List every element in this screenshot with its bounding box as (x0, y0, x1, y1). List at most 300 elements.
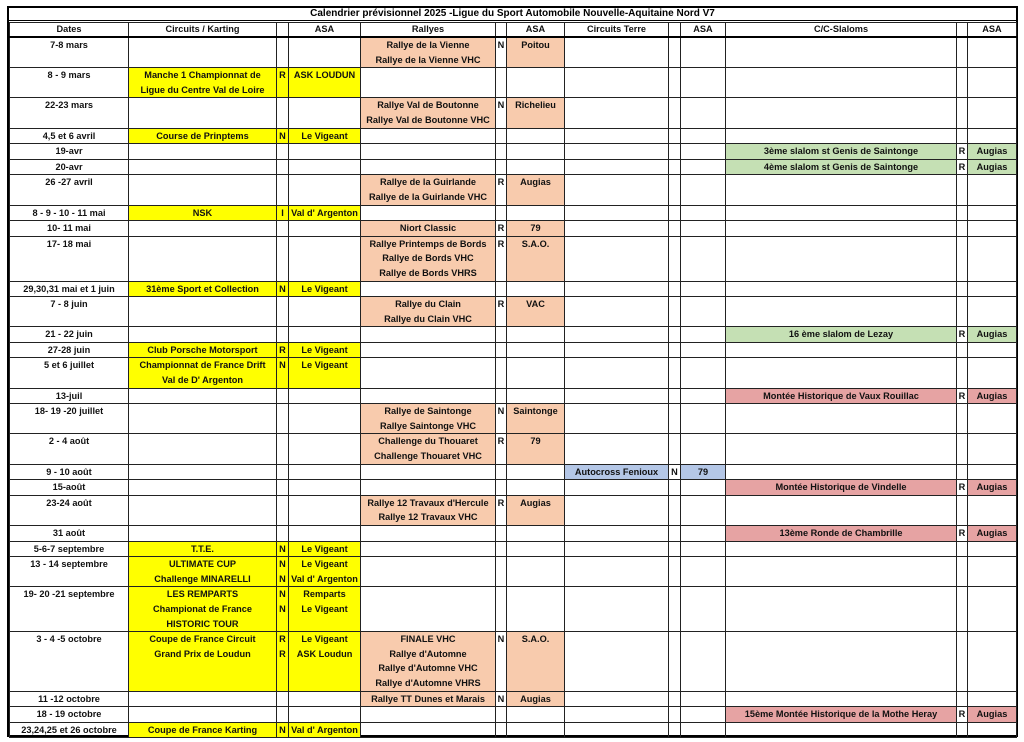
circuit-asa-cell (289, 297, 361, 327)
rallye-category: N (497, 634, 505, 645)
header-circuits: Circuits / Karting (129, 23, 277, 38)
circuit-asa-line: Le Vigeant (301, 603, 348, 614)
rallye-asa-line: Augias (520, 497, 551, 508)
circuit-event-cell (129, 159, 277, 175)
rallye-event-cell (361, 526, 496, 542)
terre-category-cell (669, 358, 681, 388)
date-line: 7-8 mars (50, 40, 88, 50)
date-line: 15-août (52, 482, 86, 493)
date-cell (10, 128, 129, 144)
terre-event-cell (565, 221, 669, 237)
circuit-asa-line: Le Vigeant (301, 634, 348, 645)
circuit-event-line: Club Porsche Motorsport (147, 344, 258, 355)
circuit-category-cell (277, 526, 289, 542)
date-cell (10, 236, 129, 281)
terre-category-cell (669, 722, 681, 738)
date-line: 21 - 22 juin (45, 329, 93, 340)
slalom-asa-cell (968, 495, 1017, 525)
circuit-asa-cell (289, 68, 361, 98)
rallye-category-cell (496, 297, 507, 327)
rallye-event-cell (361, 205, 496, 221)
slalom-asa-line: Augias (976, 482, 1008, 493)
circuit-event-cell (129, 541, 277, 557)
terre-category-cell (669, 541, 681, 557)
slalom-category-cell (957, 495, 968, 525)
terre-category-cell (669, 526, 681, 542)
header-terre-asa: ASA (681, 23, 726, 38)
slalom-category-cell (957, 342, 968, 358)
rallye-event-cell (361, 221, 496, 237)
rallye-asa-line: Augias (520, 177, 551, 188)
slalom-category-cell (957, 297, 968, 327)
date-cell (10, 221, 129, 237)
rallye-category-cell (496, 480, 507, 496)
circuit-category-cell (277, 205, 289, 221)
date-line: 19-avr (55, 146, 83, 157)
terre-asa-cell (681, 236, 726, 281)
slalom-category-cell (957, 707, 968, 723)
header-circuits-asa: ASA (289, 23, 361, 38)
table-row (10, 221, 1017, 237)
date-cell (10, 358, 129, 388)
slalom-asa-cell (968, 342, 1017, 358)
slalom-event-line: 4ème slalom st Genis de Saintonge (763, 161, 919, 172)
rallye-asa-line: 79 (530, 436, 541, 447)
calendar-table (9, 22, 1017, 738)
circuit-category: N (279, 360, 286, 371)
slalom-event-line: Montée Historique de Vaux Rouillac (763, 390, 919, 401)
terre-asa-cell (681, 722, 726, 738)
rallye-asa-cell (507, 159, 565, 175)
date-line: 2 - 4 août (48, 436, 90, 447)
rallye-category-cell (496, 587, 507, 632)
slalom-asa-cell (968, 404, 1017, 434)
slalom-event-cell (726, 495, 957, 525)
table-row (10, 541, 1017, 557)
terre-asa-cell (681, 205, 726, 221)
rallye-event-cell (361, 358, 496, 388)
terre-category-cell (669, 388, 681, 404)
rallye-category-cell (496, 464, 507, 480)
rallye-category: N (497, 40, 505, 50)
slalom-category: R (958, 528, 966, 538)
rallye-asa-cell (507, 68, 565, 98)
circuit-event-line: Championnat de France Drift (139, 360, 266, 371)
circuit-asa-cell (289, 128, 361, 144)
rallye-event-cell (361, 691, 496, 707)
slalom-event-cell (726, 128, 957, 144)
date-line: 4,5 et 6 avril (42, 130, 96, 141)
table-row (10, 526, 1017, 542)
slalom-category-cell (957, 404, 968, 434)
rallye-event-line: Rallye Val de Boutonne (377, 100, 479, 111)
terre-asa-cell (681, 404, 726, 434)
circuit-category-cell (277, 691, 289, 707)
terre-event-cell (565, 526, 669, 542)
table-row (10, 281, 1017, 297)
table-row (10, 159, 1017, 175)
rallye-asa-line: S.A.O. (521, 238, 550, 249)
date-cell (10, 388, 129, 404)
circuit-category: R (279, 634, 286, 645)
terre-asa-cell (681, 342, 726, 358)
slalom-category-cell (957, 144, 968, 160)
slalom-asa-cell (968, 691, 1017, 707)
slalom-event-cell (726, 297, 957, 327)
slalom-event-cell (726, 587, 957, 632)
date-line: 26 -27 avril (45, 177, 93, 188)
rallye-category-cell (496, 327, 507, 343)
slalom-asa-cell (968, 541, 1017, 557)
circuit-event-cell (129, 221, 277, 237)
rallye-asa-line: Richelieu (515, 100, 556, 111)
terre-asa-cell (681, 388, 726, 404)
slalom-category-cell (957, 557, 968, 587)
terre-event-cell (565, 327, 669, 343)
date-line: 31 août (52, 528, 86, 538)
rallye-category-cell (496, 281, 507, 297)
date-line: 27-28 juin (47, 344, 91, 355)
rallye-category-cell (496, 707, 507, 723)
circuit-category-cell (277, 342, 289, 358)
rallye-asa-cell (507, 707, 565, 723)
slalom-asa-cell (968, 68, 1017, 98)
terre-category-cell (669, 159, 681, 175)
circuit-category-cell (277, 159, 289, 175)
terre-asa-cell (681, 128, 726, 144)
terre-event-cell (565, 128, 669, 144)
terre-category-cell (669, 587, 681, 632)
slalom-event-cell (726, 557, 957, 587)
rallye-category-cell (496, 404, 507, 434)
circuit-event-cell (129, 722, 277, 738)
rallye-asa-cell (507, 691, 565, 707)
terre-asa-cell (681, 587, 726, 632)
circuit-category-cell (277, 327, 289, 343)
slalom-event-cell (726, 632, 957, 691)
header-rallyes-cat (496, 23, 507, 38)
table-row (10, 358, 1017, 388)
rallye-category-cell (496, 632, 507, 691)
date-cell (10, 480, 129, 496)
circuit-category: N (279, 603, 286, 614)
date-cell (10, 557, 129, 587)
circuit-event-cell (129, 236, 277, 281)
table-row (10, 587, 1017, 632)
slalom-category-cell (957, 327, 968, 343)
slalom-event-cell (726, 221, 957, 237)
rallye-category-cell (496, 541, 507, 557)
slalom-asa-line: Augias (976, 709, 1008, 720)
rallye-asa-cell (507, 297, 565, 327)
rallye-event-cell (361, 342, 496, 358)
circuit-category-cell (277, 37, 289, 68)
rallye-event-cell (361, 98, 496, 128)
date-cell (10, 464, 129, 480)
circuit-category-cell (277, 144, 289, 160)
rallye-event-cell (361, 404, 496, 434)
circuit-asa-line: ASK Loudun (296, 648, 353, 659)
slalom-event-line: 16 ème slalom de Lezay (788, 329, 894, 340)
circuit-event-cell (129, 526, 277, 542)
table-row (10, 175, 1017, 205)
date-cell (10, 175, 129, 205)
rallye-category: R (497, 436, 505, 447)
terre-category: N (671, 466, 678, 477)
circuit-category-cell (277, 707, 289, 723)
circuit-event-line: Grand Prix de Loudun (154, 648, 251, 659)
rallye-event-line: Rallye de la Vienne (386, 40, 470, 50)
slalom-category-cell (957, 37, 968, 68)
table-row (10, 557, 1017, 587)
rallye-category-cell (496, 342, 507, 358)
circuit-asa-cell (289, 327, 361, 343)
slalom-event-cell (726, 68, 957, 98)
rallye-category: R (497, 299, 505, 310)
rallye-event-cell (361, 297, 496, 327)
rallye-event-line: Rallye de la Guirlande (380, 177, 476, 188)
slalom-event-cell (726, 434, 957, 464)
header-row (10, 23, 1017, 38)
terre-event-cell (565, 281, 669, 297)
date-line: 18- 19 -20 juillet (34, 406, 104, 417)
terre-category-cell (669, 557, 681, 587)
date-line: 5 et 6 juillet (43, 360, 95, 371)
rallye-asa-cell (507, 281, 565, 297)
rallye-event-cell (361, 159, 496, 175)
slalom-category-cell (957, 434, 968, 464)
rallye-category-cell (496, 236, 507, 281)
slalom-event-cell (726, 327, 957, 343)
date-line: 20-avr (55, 161, 83, 172)
terre-event-cell (565, 707, 669, 723)
circuit-category: R (279, 344, 286, 355)
rallye-event-cell (361, 388, 496, 404)
table-row (10, 434, 1017, 464)
header-rallyes-asa: ASA (507, 23, 565, 38)
date-cell (10, 159, 129, 175)
terre-category-cell (669, 404, 681, 434)
circuit-event-line: HISTORIC TOUR (166, 618, 239, 629)
rallye-asa-cell (507, 236, 565, 281)
terre-asa-cell (681, 632, 726, 691)
circuit-asa-cell (289, 557, 361, 587)
terre-asa-cell (681, 526, 726, 542)
slalom-category: R (958, 161, 966, 172)
circuit-category: N (279, 724, 286, 735)
header-slaloms-cat (957, 23, 968, 38)
rallye-asa-cell (507, 358, 565, 388)
circuit-category-cell (277, 297, 289, 327)
slalom-category-cell (957, 722, 968, 738)
rallye-asa-cell (507, 632, 565, 691)
rallye-event-cell (361, 541, 496, 557)
slalom-event-cell (726, 98, 957, 128)
rallye-event-cell (361, 236, 496, 281)
circuit-event-cell (129, 37, 277, 68)
terre-asa-cell (681, 691, 726, 707)
circuit-asa-cell (289, 526, 361, 542)
rallye-event-line: Challenge Thouaret VHC (374, 451, 482, 462)
terre-asa-cell (681, 327, 726, 343)
slalom-event-cell (726, 159, 957, 175)
rallye-category-cell (496, 98, 507, 128)
rallye-event-line: Rallye Printemps de Bords (369, 238, 487, 249)
slalom-category: R (958, 390, 966, 401)
rallye-category-cell (496, 37, 507, 68)
circuit-category: N (279, 589, 286, 600)
circuit-category-cell (277, 541, 289, 557)
terre-category-cell (669, 464, 681, 480)
circuit-event-line: Val de D' Argenton (162, 375, 243, 386)
circuit-event-line: Course de Prinptems (156, 130, 249, 141)
circuit-category: N (279, 559, 286, 570)
rallye-asa-cell (507, 464, 565, 480)
rallye-asa-cell (507, 342, 565, 358)
terre-event-cell (565, 236, 669, 281)
circuit-category: N (279, 573, 286, 584)
terre-category-cell (669, 281, 681, 297)
date-line: 13 - 14 septembre (30, 559, 108, 570)
circuit-asa-cell (289, 281, 361, 297)
rallye-category-cell (496, 722, 507, 738)
slalom-event-cell (726, 236, 957, 281)
table-row (10, 480, 1017, 496)
circuit-event-cell (129, 587, 277, 632)
table-row (10, 632, 1017, 691)
circuit-event-line: Coupe de France Circuit (149, 634, 256, 645)
terre-category-cell (669, 221, 681, 237)
circuit-event-cell (129, 434, 277, 464)
rallye-event-line: Rallye 12 Travaux d'Hercule (367, 497, 489, 508)
terre-asa-cell (681, 480, 726, 496)
terre-event-cell (565, 495, 669, 525)
terre-category-cell (669, 175, 681, 205)
slalom-event-line: 13ème Ronde de Chambrille (779, 528, 903, 538)
terre-asa-cell (681, 495, 726, 525)
rallye-category: N (497, 406, 505, 417)
slalom-category-cell (957, 221, 968, 237)
circuit-event-cell (129, 691, 277, 707)
rallye-event-cell (361, 434, 496, 464)
circuit-event-line: NSK (192, 207, 213, 218)
date-cell (10, 434, 129, 464)
date-cell (10, 587, 129, 632)
rallye-event-cell (361, 144, 496, 160)
slalom-event-cell (726, 722, 957, 738)
terre-event-cell (565, 297, 669, 327)
circuit-category-cell (277, 404, 289, 434)
date-cell (10, 632, 129, 691)
terre-category-cell (669, 480, 681, 496)
rallye-asa-cell (507, 175, 565, 205)
date-line: 5-6-7 septembre (33, 543, 105, 554)
terre-event-cell (565, 480, 669, 496)
circuit-asa-line: ASK LOUDUN (293, 70, 356, 81)
rallye-category-cell (496, 434, 507, 464)
terre-event-cell (565, 358, 669, 388)
rallye-asa-cell (507, 221, 565, 237)
terre-asa-cell (681, 358, 726, 388)
terre-event-cell (565, 722, 669, 738)
rallye-event-cell (361, 464, 496, 480)
slalom-asa-line: Augias (976, 161, 1008, 172)
slalom-category-cell (957, 587, 968, 632)
circuit-category-cell (277, 495, 289, 525)
table-row (10, 388, 1017, 404)
date-line: 18 - 19 octobre (36, 709, 102, 720)
slalom-event-cell (726, 526, 957, 542)
slalom-category-cell (957, 632, 968, 691)
slalom-asa-cell (968, 358, 1017, 388)
circuit-asa-cell (289, 541, 361, 557)
terre-event-cell (565, 632, 669, 691)
date-cell (10, 281, 129, 297)
slalom-asa-line: Augias (976, 146, 1008, 157)
terre-category-cell (669, 98, 681, 128)
date-line: 23-24 août (46, 497, 92, 508)
date-cell (10, 98, 129, 128)
rallye-event-line: FINALE VHC (400, 634, 456, 645)
terre-event-cell (565, 68, 669, 98)
slalom-asa-cell (968, 128, 1017, 144)
date-line: 7 - 8 juin (50, 299, 88, 310)
circuit-event-line: T.T.E. (191, 543, 214, 554)
date-line: 11 -12 octobre (38, 693, 100, 704)
rallye-event-line: Niort Classic (399, 223, 457, 234)
rallye-event-cell (361, 128, 496, 144)
terre-category-cell (669, 691, 681, 707)
circuit-category-cell (277, 587, 289, 632)
rallye-event-cell (361, 557, 496, 587)
slalom-asa-cell (968, 297, 1017, 327)
circuit-event-cell (129, 297, 277, 327)
slalom-category-cell (957, 480, 968, 496)
circuit-event-cell (129, 632, 277, 691)
slalom-asa-cell (968, 281, 1017, 297)
circuit-asa-cell (289, 722, 361, 738)
slalom-asa-line: Augias (976, 390, 1008, 401)
circuit-asa-cell (289, 480, 361, 496)
terre-event-cell (565, 98, 669, 128)
circuit-category: N (279, 283, 286, 294)
rallye-category: R (497, 223, 505, 234)
rallye-asa-line: VAC (526, 299, 545, 310)
table-row (10, 68, 1017, 98)
circuit-event-cell (129, 464, 277, 480)
terre-event-cell (565, 205, 669, 221)
terre-asa-cell (681, 68, 726, 98)
circuit-event-line: Ligue du Centre Val de Loire (140, 84, 265, 95)
rallye-category-cell (496, 691, 507, 707)
table-row (10, 236, 1017, 281)
slalom-category-cell (957, 464, 968, 480)
slalom-asa-cell (968, 434, 1017, 464)
circuit-event-cell (129, 342, 277, 358)
rallye-event-line: Rallye 12 Travaux VHC (378, 512, 478, 523)
circuit-asa-cell (289, 144, 361, 160)
table-row (10, 297, 1017, 327)
rallye-category-cell (496, 358, 507, 388)
rallye-event-line: Rallye d'Automne VHC (378, 663, 478, 674)
terre-category-cell (669, 434, 681, 464)
date-cell (10, 297, 129, 327)
rallye-category-cell (496, 159, 507, 175)
rallye-event-line: Rallye de la Vienne VHC (375, 54, 481, 65)
circuit-event-line: Challenge MINARELLI (154, 573, 251, 584)
slalom-category: R (958, 329, 966, 340)
slalom-category-cell (957, 128, 968, 144)
